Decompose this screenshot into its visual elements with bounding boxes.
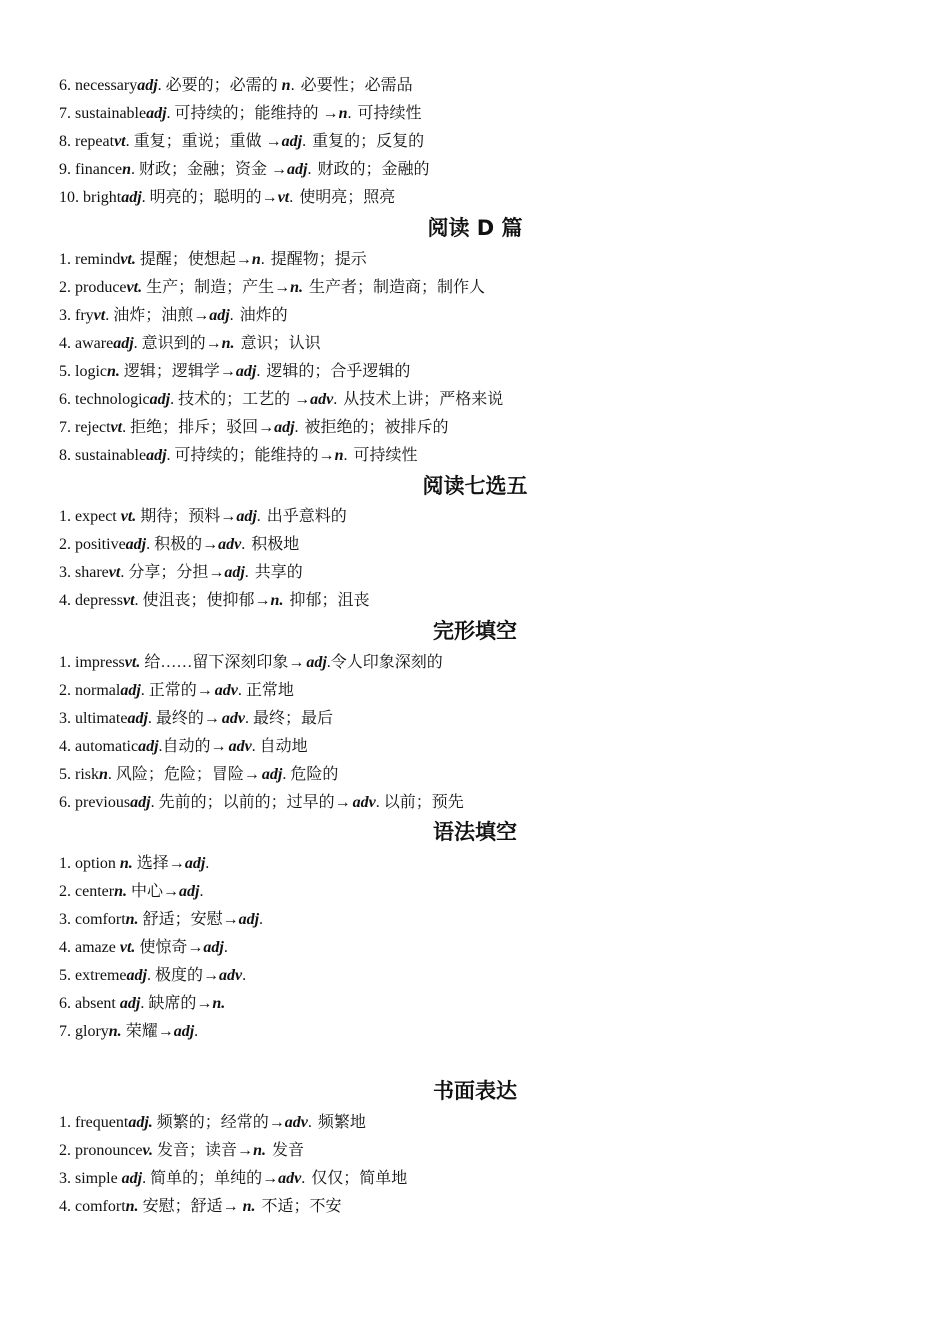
- definition-text: 出乎意料的: [266, 508, 347, 525]
- definition-text: 发音: [271, 1142, 304, 1159]
- part-of-speech: adj: [184, 855, 206, 872]
- definition-text: 频繁的；经常的→: [152, 1114, 285, 1131]
- definition-text: . 油炸；油煎→: [105, 307, 210, 324]
- definition-text: . 财政；金融；资金 →: [130, 161, 287, 178]
- headword: 3. comfort: [59, 911, 126, 928]
- definition-text: [266, 1142, 270, 1159]
- part-of-speech: vt: [122, 592, 135, 609]
- part-of-speech: vt: [277, 189, 290, 206]
- vocab-item: [59, 1112, 366, 1134]
- headword: 6. previous: [59, 794, 131, 811]
- definition-text: 必要性；必需品: [300, 77, 413, 94]
- definition-text: .: [229, 307, 238, 324]
- part-of-speech: adj.: [128, 1114, 153, 1131]
- definition-text: .: [289, 189, 298, 206]
- headword: 1. option: [59, 855, 120, 872]
- headword: 3. share: [59, 564, 109, 581]
- part-of-speech: v.: [142, 1142, 154, 1159]
- part-of-speech: adj: [127, 710, 148, 727]
- definition-text: [303, 279, 307, 296]
- definition-text: 仅仅；简单地: [311, 1170, 408, 1187]
- part-of-speech: adv: [310, 391, 334, 408]
- part-of-speech: n: [99, 766, 108, 783]
- headword: 4. depress: [59, 592, 123, 609]
- part-of-speech: vt: [93, 307, 106, 324]
- vocab-item: [59, 853, 211, 875]
- definition-text: [283, 592, 287, 609]
- part-of-speech: n: [281, 77, 291, 94]
- definition-text: .: [199, 883, 204, 900]
- definition-text: 可持续性: [353, 447, 418, 464]
- part-of-speech: adj: [121, 189, 142, 206]
- definition-text: .: [302, 133, 311, 150]
- vocab-item: [59, 131, 424, 153]
- part-of-speech: vt.: [124, 654, 141, 671]
- headword: 3. simple: [59, 1170, 122, 1187]
- definition-text: . 拒绝；排斥；驳回→: [122, 419, 275, 436]
- part-of-speech: vt.: [126, 279, 143, 296]
- vocab-item: [59, 792, 464, 814]
- definition-text: . 技术的；工艺的 →: [170, 391, 311, 408]
- definition-text: .自动的→: [158, 738, 227, 755]
- part-of-speech: n.: [114, 883, 127, 900]
- part-of-speech: adj: [125, 536, 147, 553]
- definition-text: 意识；认识: [240, 335, 321, 352]
- definition-text: 可持续性: [357, 105, 422, 122]
- definition-text: .: [259, 911, 264, 928]
- section-heading: 书面表达: [433, 1079, 517, 1103]
- headword: 2. produce: [59, 279, 127, 296]
- definition-text: . 缺席的→: [140, 995, 213, 1012]
- definition-text: 舒适；安慰→: [138, 911, 239, 928]
- definition-text: [255, 1198, 259, 1215]
- definition-text: .: [294, 419, 303, 436]
- vocab-item: [59, 75, 413, 97]
- part-of-speech: n: [338, 105, 348, 122]
- definition-text: . 必要的；必需的: [157, 77, 282, 94]
- part-of-speech: n.: [119, 855, 133, 872]
- definition-text: . 正常的→: [140, 682, 213, 699]
- definition-text: .: [194, 1023, 199, 1040]
- headword: 10. bright: [59, 189, 122, 206]
- vocab-item: [59, 708, 333, 730]
- definition-text: 生产；制造；产生→: [142, 279, 291, 296]
- definition-text: 选择→: [132, 855, 185, 872]
- vocab-item: [59, 417, 449, 439]
- vocab-item: [59, 1021, 200, 1043]
- part-of-speech: n.: [125, 1198, 139, 1215]
- headword: 6. absent: [59, 995, 120, 1012]
- definition-text: 重复的；反复的: [312, 133, 425, 150]
- headword: 4. automatic: [59, 738, 139, 755]
- vocab-item: [59, 652, 443, 674]
- headword: 4. comfort: [59, 1198, 126, 1215]
- definition-text: . 简单的；单纯的→: [142, 1170, 279, 1187]
- definition-text: .: [256, 508, 265, 525]
- part-of-speech: adj: [113, 335, 134, 352]
- definition-text: 油炸的: [239, 307, 288, 324]
- definition-text: . 明亮的；聪明的→: [141, 189, 278, 206]
- part-of-speech: adv: [284, 1114, 308, 1131]
- headword: 4. amaze: [59, 939, 120, 956]
- definition-text: 安慰；舒适→: [138, 1198, 243, 1215]
- definition-text: .: [290, 77, 299, 94]
- headword: 1. impress: [59, 654, 125, 671]
- definition-text: . 危险的: [282, 766, 339, 783]
- headword: 1. remind: [59, 251, 121, 268]
- part-of-speech: adj: [224, 564, 245, 581]
- section-heading: 完形填空: [433, 619, 517, 643]
- part-of-speech: adj: [126, 967, 147, 984]
- vocab-item: [59, 1140, 304, 1162]
- part-of-speech: adv: [228, 738, 252, 755]
- vocab-item: [59, 562, 303, 584]
- part-of-speech: adj: [146, 105, 167, 122]
- part-of-speech: adj: [274, 419, 295, 436]
- definition-text: 给……留下深刻印象→: [140, 654, 305, 671]
- vocab-item: [59, 590, 369, 612]
- part-of-speech: n.: [253, 1142, 266, 1159]
- vocab-item: [59, 736, 308, 758]
- headword: 8. repeat: [59, 133, 115, 150]
- definition-text: . 最终的→: [147, 710, 220, 727]
- headword: 7. reject: [59, 419, 111, 436]
- definition-text: . 正常地: [237, 682, 294, 699]
- headword: 6. technologic: [59, 391, 150, 408]
- vocab-item: [59, 534, 299, 556]
- part-of-speech: adj: [287, 161, 308, 178]
- part-of-speech: vt.: [120, 251, 136, 268]
- definition-text: . 可持续的；能维持的 →: [166, 105, 339, 122]
- part-of-speech: vt.: [119, 939, 136, 956]
- definition-text: 不适；不安: [261, 1198, 342, 1215]
- definition-text: . 极度的→: [146, 967, 219, 984]
- part-of-speech: adj: [179, 883, 200, 900]
- part-of-speech: adv: [214, 682, 238, 699]
- headword: 1. frequent: [59, 1114, 129, 1131]
- part-of-speech: vt: [108, 564, 121, 581]
- part-of-speech: adj: [146, 447, 167, 464]
- definition-text: . 重复；重说；重做 →: [125, 133, 282, 150]
- definition-text: .: [223, 939, 228, 956]
- vocab-item: [59, 159, 429, 181]
- part-of-speech: vt: [110, 419, 123, 436]
- definition-text: . 自动地: [251, 738, 308, 755]
- headword: 9. finance: [59, 161, 123, 178]
- definition-text: . 意识到的→: [133, 335, 222, 352]
- part-of-speech: n.: [270, 592, 284, 609]
- definition-text: 提醒物；提示: [270, 251, 367, 268]
- headword: 2. pronounce: [59, 1142, 143, 1159]
- part-of-speech: n.: [107, 363, 120, 380]
- part-of-speech: adj: [119, 995, 141, 1012]
- headword: 7. sustainable: [59, 105, 147, 122]
- part-of-speech: adj: [137, 77, 158, 94]
- definition-text: 从技术上讲；严格来说: [343, 391, 504, 408]
- headword: 1. expect: [59, 508, 121, 525]
- part-of-speech: adj: [261, 766, 283, 783]
- definition-text: .令人印象深刻的: [326, 654, 443, 671]
- part-of-speech: adj: [203, 939, 224, 956]
- part-of-speech: n.: [125, 911, 139, 928]
- definition-text: 使惊奇→: [135, 939, 204, 956]
- part-of-speech: n: [251, 251, 261, 268]
- part-of-speech: n.: [108, 1023, 122, 1040]
- part-of-speech: adv: [218, 536, 242, 553]
- definition-text: 频繁地: [317, 1114, 366, 1131]
- vocab-item: [59, 277, 485, 299]
- part-of-speech: adj: [238, 911, 260, 928]
- vocab-item: [59, 965, 248, 987]
- part-of-speech: n: [334, 447, 344, 464]
- vocab-item: [59, 506, 347, 528]
- definition-text: .: [244, 564, 253, 581]
- part-of-speech: adv: [352, 794, 376, 811]
- definition-text: 共享的: [254, 564, 303, 581]
- vocab-item: [59, 361, 410, 383]
- definition-text: .: [307, 1114, 316, 1131]
- headword: 5. extreme: [59, 967, 127, 984]
- definition-text: 生产者；制造商；制作人: [309, 279, 486, 296]
- vocab-item: [59, 305, 288, 327]
- definition-text: .: [260, 251, 269, 268]
- headword: 2. center: [59, 883, 115, 900]
- part-of-speech: adj: [209, 307, 230, 324]
- vocab-item: [59, 680, 294, 702]
- part-of-speech: adj: [281, 133, 303, 150]
- definition-text: .: [256, 363, 265, 380]
- vocab-item: [59, 881, 205, 903]
- headword: 6. necessary: [59, 77, 138, 94]
- part-of-speech: adj: [120, 682, 141, 699]
- part-of-speech: adj: [138, 738, 159, 755]
- definition-text: . 先前的；以前的；过早的→: [150, 794, 351, 811]
- vocab-item: [59, 993, 227, 1015]
- definition-text: . 积极的→: [146, 536, 219, 553]
- definition-text: .: [241, 536, 250, 553]
- definition-text: . 以前；预先: [375, 794, 464, 811]
- vocab-item: [59, 909, 265, 931]
- definition-text: 逻辑；逻辑学→: [119, 363, 236, 380]
- part-of-speech: n.: [242, 1198, 256, 1215]
- definition-text: 使明亮；照亮: [299, 189, 396, 206]
- definition-text: .: [205, 855, 210, 872]
- headword: 4. aware: [59, 335, 114, 352]
- part-of-speech: adj: [121, 1170, 143, 1187]
- part-of-speech: n.: [290, 279, 303, 296]
- definition-text: . 可持续的；能维持的→: [166, 447, 335, 464]
- definition-text: 中心→: [126, 883, 179, 900]
- part-of-speech: adj: [236, 508, 257, 525]
- headword: 2. positive: [59, 536, 126, 553]
- vocab-item: [59, 103, 421, 125]
- section-heading: 语法填空: [433, 820, 517, 844]
- headword: 5. risk: [59, 766, 99, 783]
- definition-text: .: [347, 105, 356, 122]
- definition-text: .: [333, 391, 342, 408]
- part-of-speech: adv: [221, 710, 246, 727]
- headword: 8. sustainable: [59, 447, 147, 464]
- definition-text: 被拒绝的；被排斥的: [304, 419, 449, 436]
- vocab-item: [59, 937, 230, 959]
- part-of-speech: vt: [114, 133, 126, 150]
- section-heading: 阅读七选五: [422, 474, 528, 498]
- definition-text: 提醒；使想起→: [135, 251, 252, 268]
- part-of-speech: vt.: [120, 508, 137, 525]
- definition-text: 财政的；金融的: [317, 161, 430, 178]
- definition-text: 发音；读音→: [153, 1142, 254, 1159]
- part-of-speech: adj: [235, 363, 257, 380]
- definition-text: 抑郁；沮丧: [289, 592, 370, 609]
- part-of-speech: n: [122, 161, 131, 178]
- part-of-speech: adv: [278, 1170, 302, 1187]
- headword: 7. glory: [59, 1023, 109, 1040]
- definition-text: . 使沮丧；使抑郁→: [134, 592, 271, 609]
- headword: 2. normal: [59, 682, 121, 699]
- definition-text: 期待；预料→: [136, 508, 237, 525]
- part-of-speech: n.: [221, 335, 235, 352]
- headword: 3. fry: [59, 307, 94, 324]
- definition-text: . 风险；危险；冒险→: [107, 766, 260, 783]
- definition-text: 积极地: [251, 536, 300, 553]
- definition-text: .: [301, 1170, 310, 1187]
- part-of-speech: adv: [219, 967, 243, 984]
- vocab-item: [59, 1168, 407, 1190]
- vocab-item: [59, 764, 338, 786]
- definition-text: . 分享；分担→: [120, 564, 225, 581]
- definition-text: .: [307, 161, 316, 178]
- section-heading: 阅读 D 篇: [427, 216, 523, 240]
- definition-text: .: [343, 447, 352, 464]
- vocab-item: [59, 333, 321, 355]
- vocab-item: [59, 1196, 342, 1218]
- headword: 3. ultimate: [59, 710, 128, 727]
- vocab-item: [59, 187, 395, 209]
- part-of-speech: adj: [173, 1023, 195, 1040]
- definition-text: .: [242, 967, 247, 984]
- vocab-item: [59, 445, 417, 467]
- definition-text: . 最终；最后: [245, 710, 334, 727]
- part-of-speech: adj: [130, 794, 151, 811]
- headword: 5. logic: [59, 363, 107, 380]
- part-of-speech: adj: [306, 654, 327, 671]
- vocab-item: [59, 249, 367, 271]
- vocab-item: [59, 389, 503, 411]
- definition-text: [235, 335, 239, 352]
- definition-text: 逻辑的；合乎逻辑的: [266, 363, 411, 380]
- part-of-speech: adj: [149, 391, 171, 408]
- part-of-speech: n.: [212, 995, 226, 1012]
- definition-text: 荣耀→: [121, 1023, 174, 1040]
